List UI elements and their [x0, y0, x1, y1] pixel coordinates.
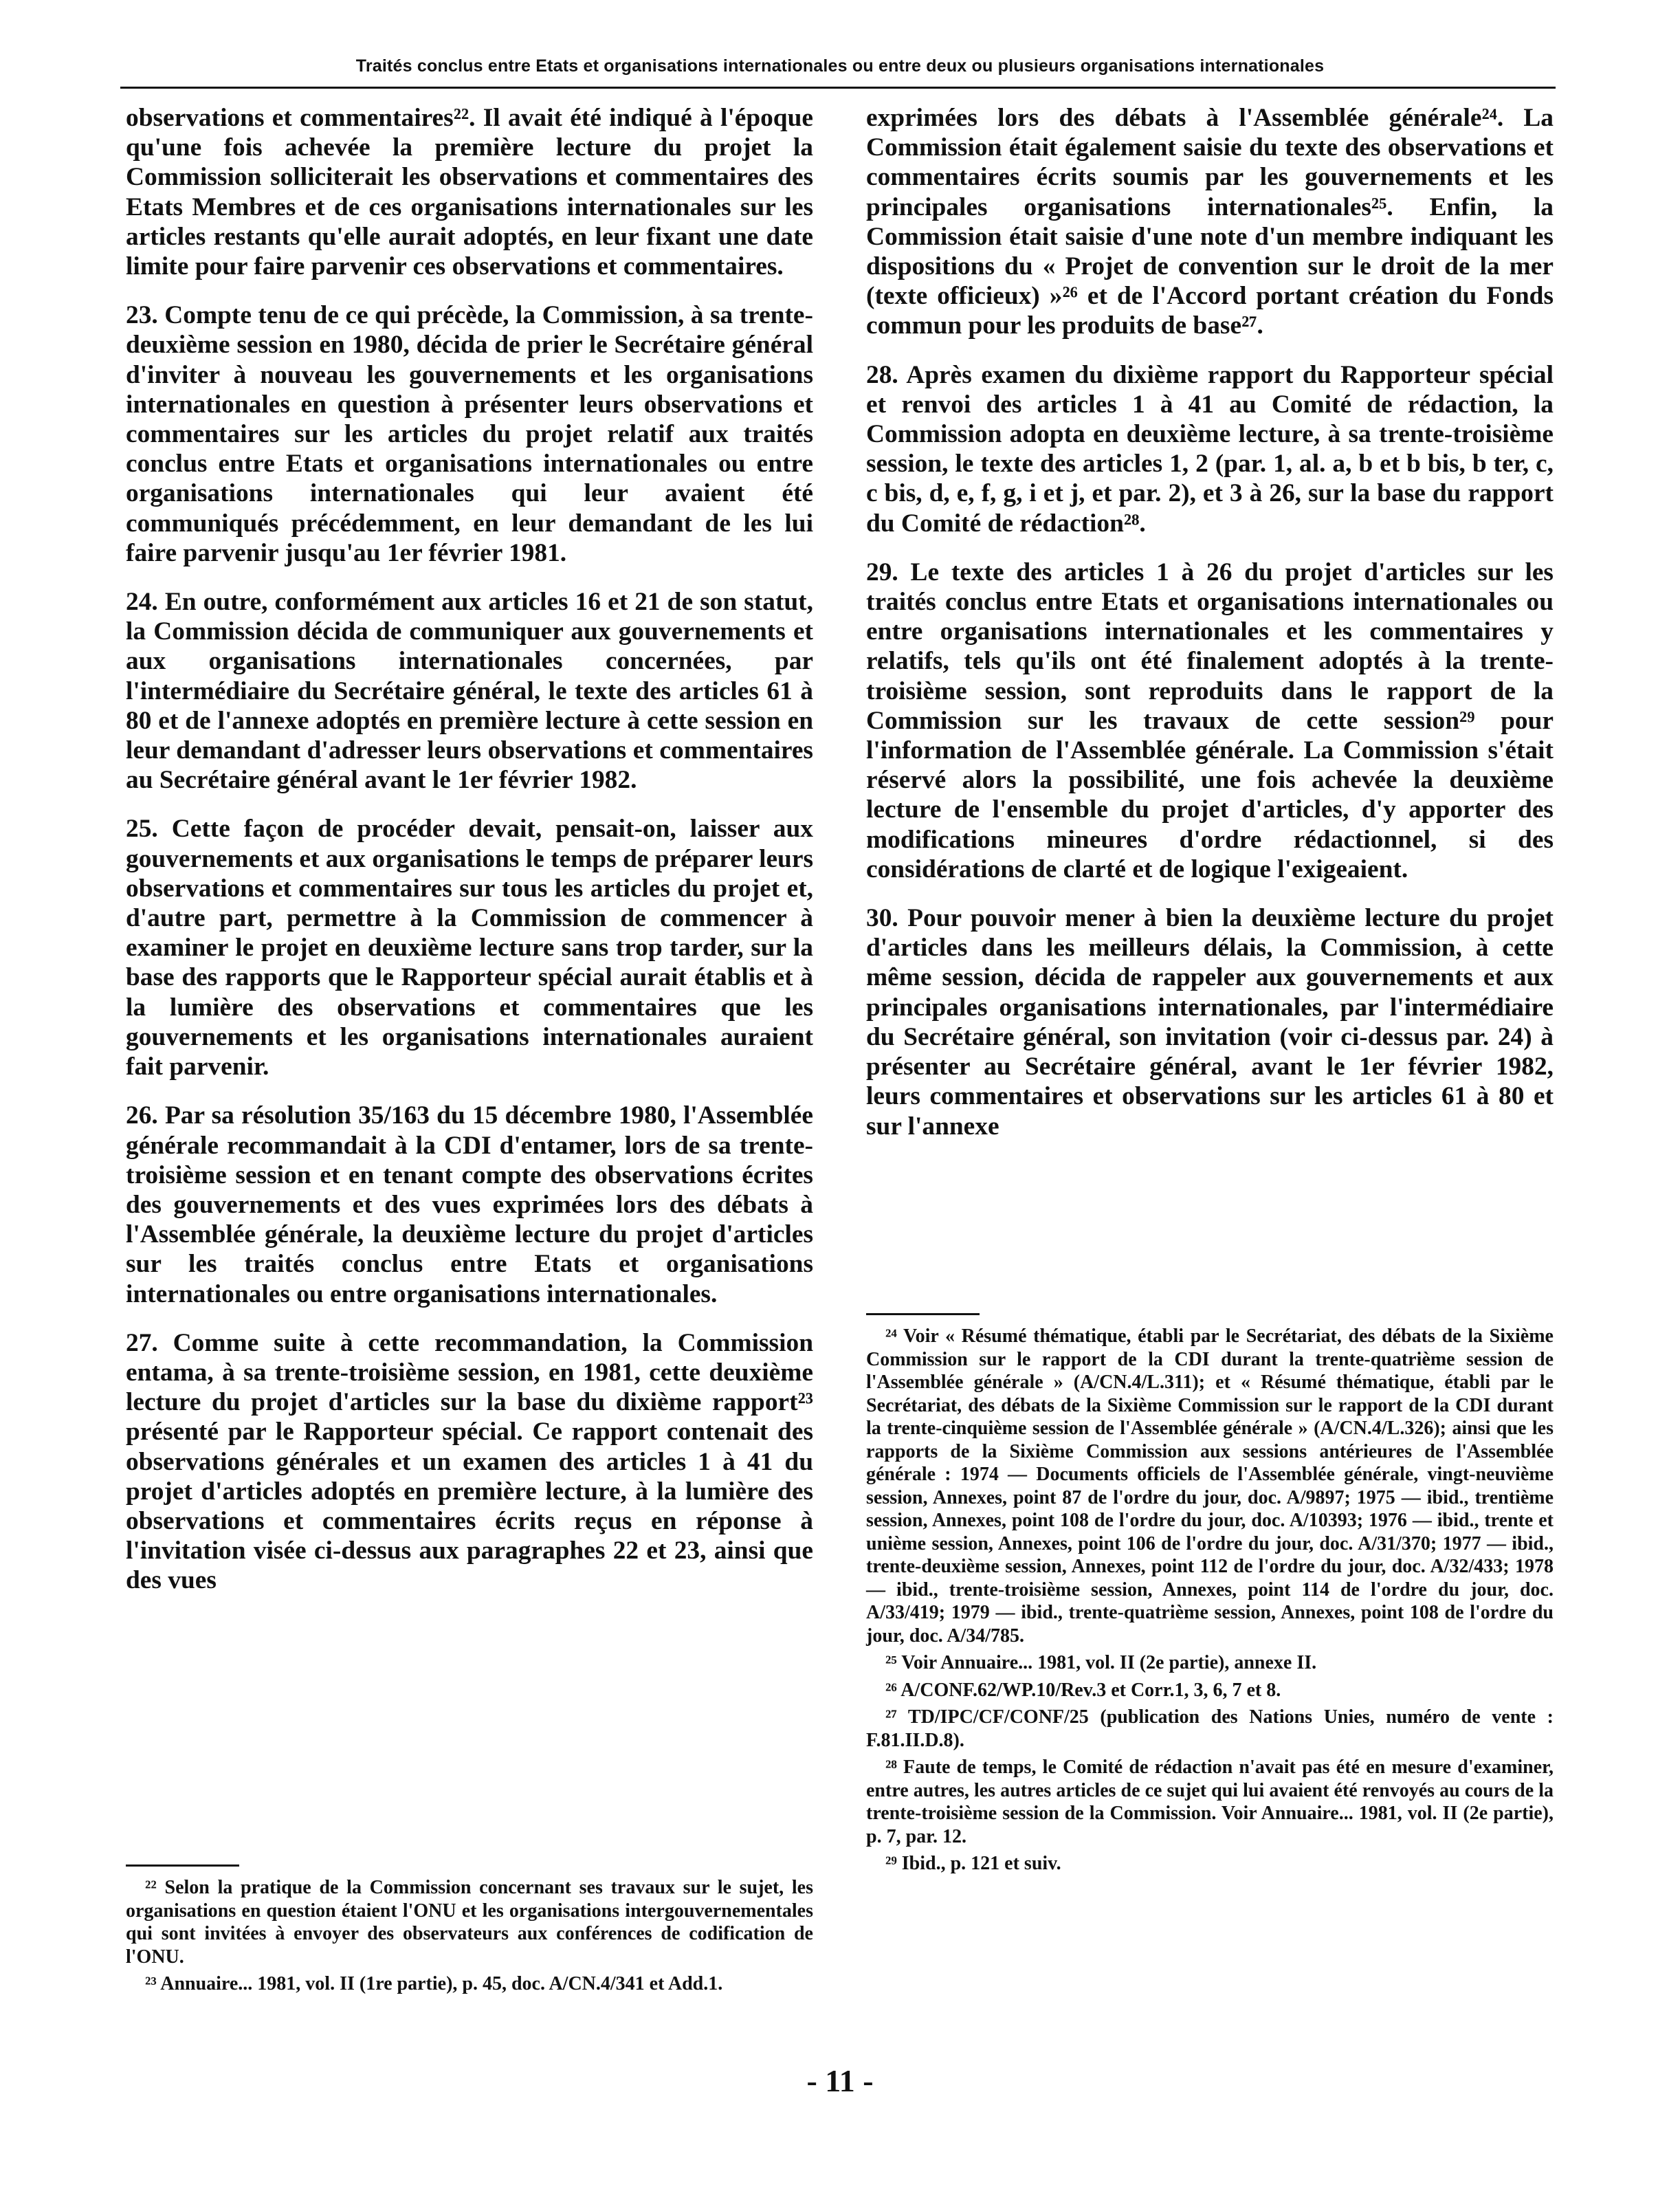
paragraph-26: [126, 1101, 813, 1308]
footnote-27: ²⁷ TD/IPC/CF/CONF/25 (publication des Nations Unies, numéro de vente : F.81.II.D.8).: [866, 1706, 1554, 1751]
paragraph-number: 24.: [126, 588, 158, 617]
paragraph-number: 26.: [126, 1101, 158, 1130]
paragraph-text: Le texte des articles 1 à 26 du projet d'articles sur les traités conclus entre Etats et organisations internationales ou entre organisations internationales et les commentaires y relatifs, tels qu'ils ont été finalement adoptés à la trente-troisième session, sont reproduits dans le rapport de la Commission sur les travaux de cette session²⁹ pour l'information de l'Assemblée générale. La Commission s'était réservé alors la possibilité, une fois achevée la deuxième lecture de l'ensemble du projet d'articles, d'y apporter des modifications mineures d'ordre rédactionnel, si des considérations de clarté et de logique l'exigeaient.: [866, 558, 1554, 883]
paragraph-text: Comme suite à cette recommandation, la Commission entama, à sa trente-troisième session, en 1981, cette deuxième lecture du projet d'articles sur la base du dixième rapport²³ présenté par le Rapporteur spécial. Ce rapport contenait des observations générales et un examen des articles 1 à 41 du projet d'articles adoptés en première lecture, à la lumière des observations et commentaires écrits reçus en réponse à l'invitation visée ci-dessus aux paragraphes 22 et 23, ainsi que des vues: [126, 1328, 813, 1595]
paragraph-27: [126, 1328, 813, 1596]
footnote-22: ²² Selon la pratique de la Commission concernant ses travaux sur le sujet, les organisations en question étaient l'ONU et les organisations intergouvernementales qui sont invitées à envoyer des observateurs aux conférences de codification de l'ONU.: [126, 1877, 813, 1968]
paragraph-28: [866, 360, 1554, 538]
paragraph-number: 29.: [866, 558, 898, 586]
paragraph-24: [126, 587, 813, 795]
left-footnotes: [126, 1864, 813, 2000]
footnote-23: ²³ Annuaire... 1981, vol. II (1re partie), p. 45, doc. A/CN.4/341 et Add.1.: [145, 1973, 723, 1994]
footnote-rule: [126, 1864, 239, 1867]
header-rule: [120, 87, 1556, 89]
paragraph-number: 23.: [126, 301, 158, 330]
running-header: Traités conclus entre Etats et organisations internationales ou entre deux ou plusieurs organisations internationales: [355, 56, 1325, 76]
paragraph-29: [866, 558, 1554, 884]
paragraph-text: Après examen du dixième rapport du Rapporteur spécial et renvoi des articles 1 à 41 au Comité de rédaction, la Commission adopta en deuxième lecture, à sa trente-troisième session, le texte des articles 1, 2 (par. 1, al. a, b et b bis, b ter, c, c bis, d, e, f, g, i et j, et par. 2), et 3 à 26, sur la base du rapport du Comité de rédaction²⁸.: [866, 360, 1554, 538]
paragraph-text: Cette façon de procéder devait, pensait-on, laisser aux gouvernements et aux organisations le temps de préparer leurs observations et commentaires sur tous les articles du projet et, d'autre part, permettre à la Commission de commencer à examiner le projet en deuxième lecture sans trop tarder, sur la base des rapports que le Rapporteur spécial aurait établis et à la lumière des observations et commentaires que les gouvernements et les organisations internationales auraient fait parvenir.: [126, 815, 813, 1081]
right-column: [866, 103, 1554, 1160]
right-footnotes: [866, 1313, 1554, 1880]
footnote-24: ²⁴ Voir « Résumé thématique, établi par le Secrétariat, des débats de la Sixième Commission sur le rapport de la CDI durant la trente-quatrième session de l'Assemblée générale » (A/CN.4/L.311); et « Résumé thématique, établi par le Secrétariat, des débats de la Sixième Commission sur le rapport de la CDI durant la trente-cinquième session de l'Assemblée générale » (A/CN.4/L.326); ainsi que les rapports de la Sixième Commission aux sessions antérieures de l'Assemblée générale : 1974 — Documents officiels de l'Assemblée générale, vingt-neuvième session, Annexes, point 87 de l'ordre du jour, doc. A/9897; 1975 — ibid., trentième session, Annexes, point 108 de l'ordre du jour, doc. A/10393; 1976 — ibid., trente et unième session, Annexes, point 106 de l'ordre du jour, doc. A/31/370; 1977 — ibid., trente-deuxième session, Annexes, point 112 de l'ordre du jour, doc. A/32/433; 1978 — ibid., trente-troisième session, Annexes, point 114 de l'ordre du jour, doc. A/33/419; 1979 — ibid., trente-quatrième session, Annexes, point 108 de l'ordre du jour, doc. A/34/785.: [866, 1326, 1554, 1647]
left-column: [126, 103, 813, 1615]
paragraph-27-continued: exprimées lors des débats à l'Assemblée générale²⁴. La Commission était également saisie du texte des observations et commentaires écrits soumis par les gouvernements et les principales organisations internationales²⁵. Enfin, la Commission était saisie d'une note d'un membre indiquant les dispositions du « Projet de convention sur le droit de la mer (texte officieux) »²⁶ et de l'Accord portant création du Fonds commun pour les produits de base²⁷.: [866, 104, 1554, 340]
footnote-rule: [866, 1313, 980, 1315]
paragraph-number: 27.: [126, 1328, 158, 1357]
footnote-26: ²⁶ A/CONF.62/WP.10/Rev.3 et Corr.1, 3, 6, 7 et 8.: [885, 1679, 1281, 1701]
paragraph-23: [126, 300, 813, 568]
paragraph-text: Pour pouvoir mener à bien la deuxième lecture du projet d'articles dans les meilleurs délais, la Commission, à cette même session, décida de rappeler aux gouvernements et aux principales organisations internationales, par l'intermédiaire du Secrétaire général, son invitation (voir ci-dessus par. 24) à présenter au Secrétaire général, avant le 1er février 1982, leurs commentaires et observations sur les articles 61 à 80 et sur l'annexe: [866, 904, 1554, 1141]
paragraph-25: [126, 814, 813, 1081]
paragraph-number: 25.: [126, 815, 158, 844]
paragraph-text: Par sa résolution 35/163 du 15 décembre 1980, l'Assemblée générale recommandait à la CDI d'entamer, lors de sa trente-troisième session et en tenant compte des observations écrites des gouvernements et des vues exprimées lors des débats à l'Assemblée générale, la deuxième lecture du projet d'articles sur les traités conclus entre Etats et organisations internationales ou entre organisations internationales.: [126, 1101, 813, 1308]
paragraph-22-continued: observations et commentaires²². Il avait été indiqué à l'époque qu'une fois achevée la première lecture du projet la Commission solliciterait les observations et commentaires des Etats Membres et de ces organisations internationales sur les articles restants qu'elle aurait adoptés, en leur fixant une date limite pour faire parvenir ces observations et commentaires.: [126, 104, 813, 281]
paragraph-number: 28.: [866, 360, 898, 389]
paragraph-number: 30.: [866, 904, 898, 933]
paragraph-text: En outre, conformément aux articles 16 et 21 de son statut, la Commission décida de communiquer aux gouvernements et aux organisations internationales concernées, par l'intermédiaire du Secrétaire général, le texte des articles 61 à 80 et de l'annexe adoptés en première lecture à cette session en leur demandant d'adresser leurs observations et commentaires au Secrétaire général avant le 1er février 1982.: [126, 588, 813, 795]
footnote-28: ²⁸ Faute de temps, le Comité de rédaction n'avait pas été en mesure d'examiner, entre autres, les autres articles de ce sujet qui lui avaient été renvoyés au cours de la trente-troisième session de la Commission. Voir Annuaire... 1981, vol. II (2e partie), p. 7, par. 12.: [866, 1757, 1554, 1847]
page-number: - 11 -: [806, 2063, 874, 2098]
footnote-25: ²⁵ Voir Annuaire... 1981, vol. II (2e partie), annexe II.: [885, 1652, 1317, 1673]
paragraph-30: [866, 903, 1554, 1141]
paragraph-text: Compte tenu de ce qui précède, la Commission, à sa trente-deuxième session en 1980, décida de prier le Secrétaire général d'inviter à nouveau les gouvernements et les organisations internationales en question à présenter leurs observations et commentaires sur les articles du projet relatif aux traités conclus entre Etats et organisations internationales ou entre organisations internationales qui leur avaient été communiqués précédemment, en leur demandant de les lui faire parvenir jusqu'au 1er février 1981.: [126, 301, 813, 567]
footnote-29: ²⁹ Ibid., p. 121 et suiv.: [885, 1853, 1061, 1874]
